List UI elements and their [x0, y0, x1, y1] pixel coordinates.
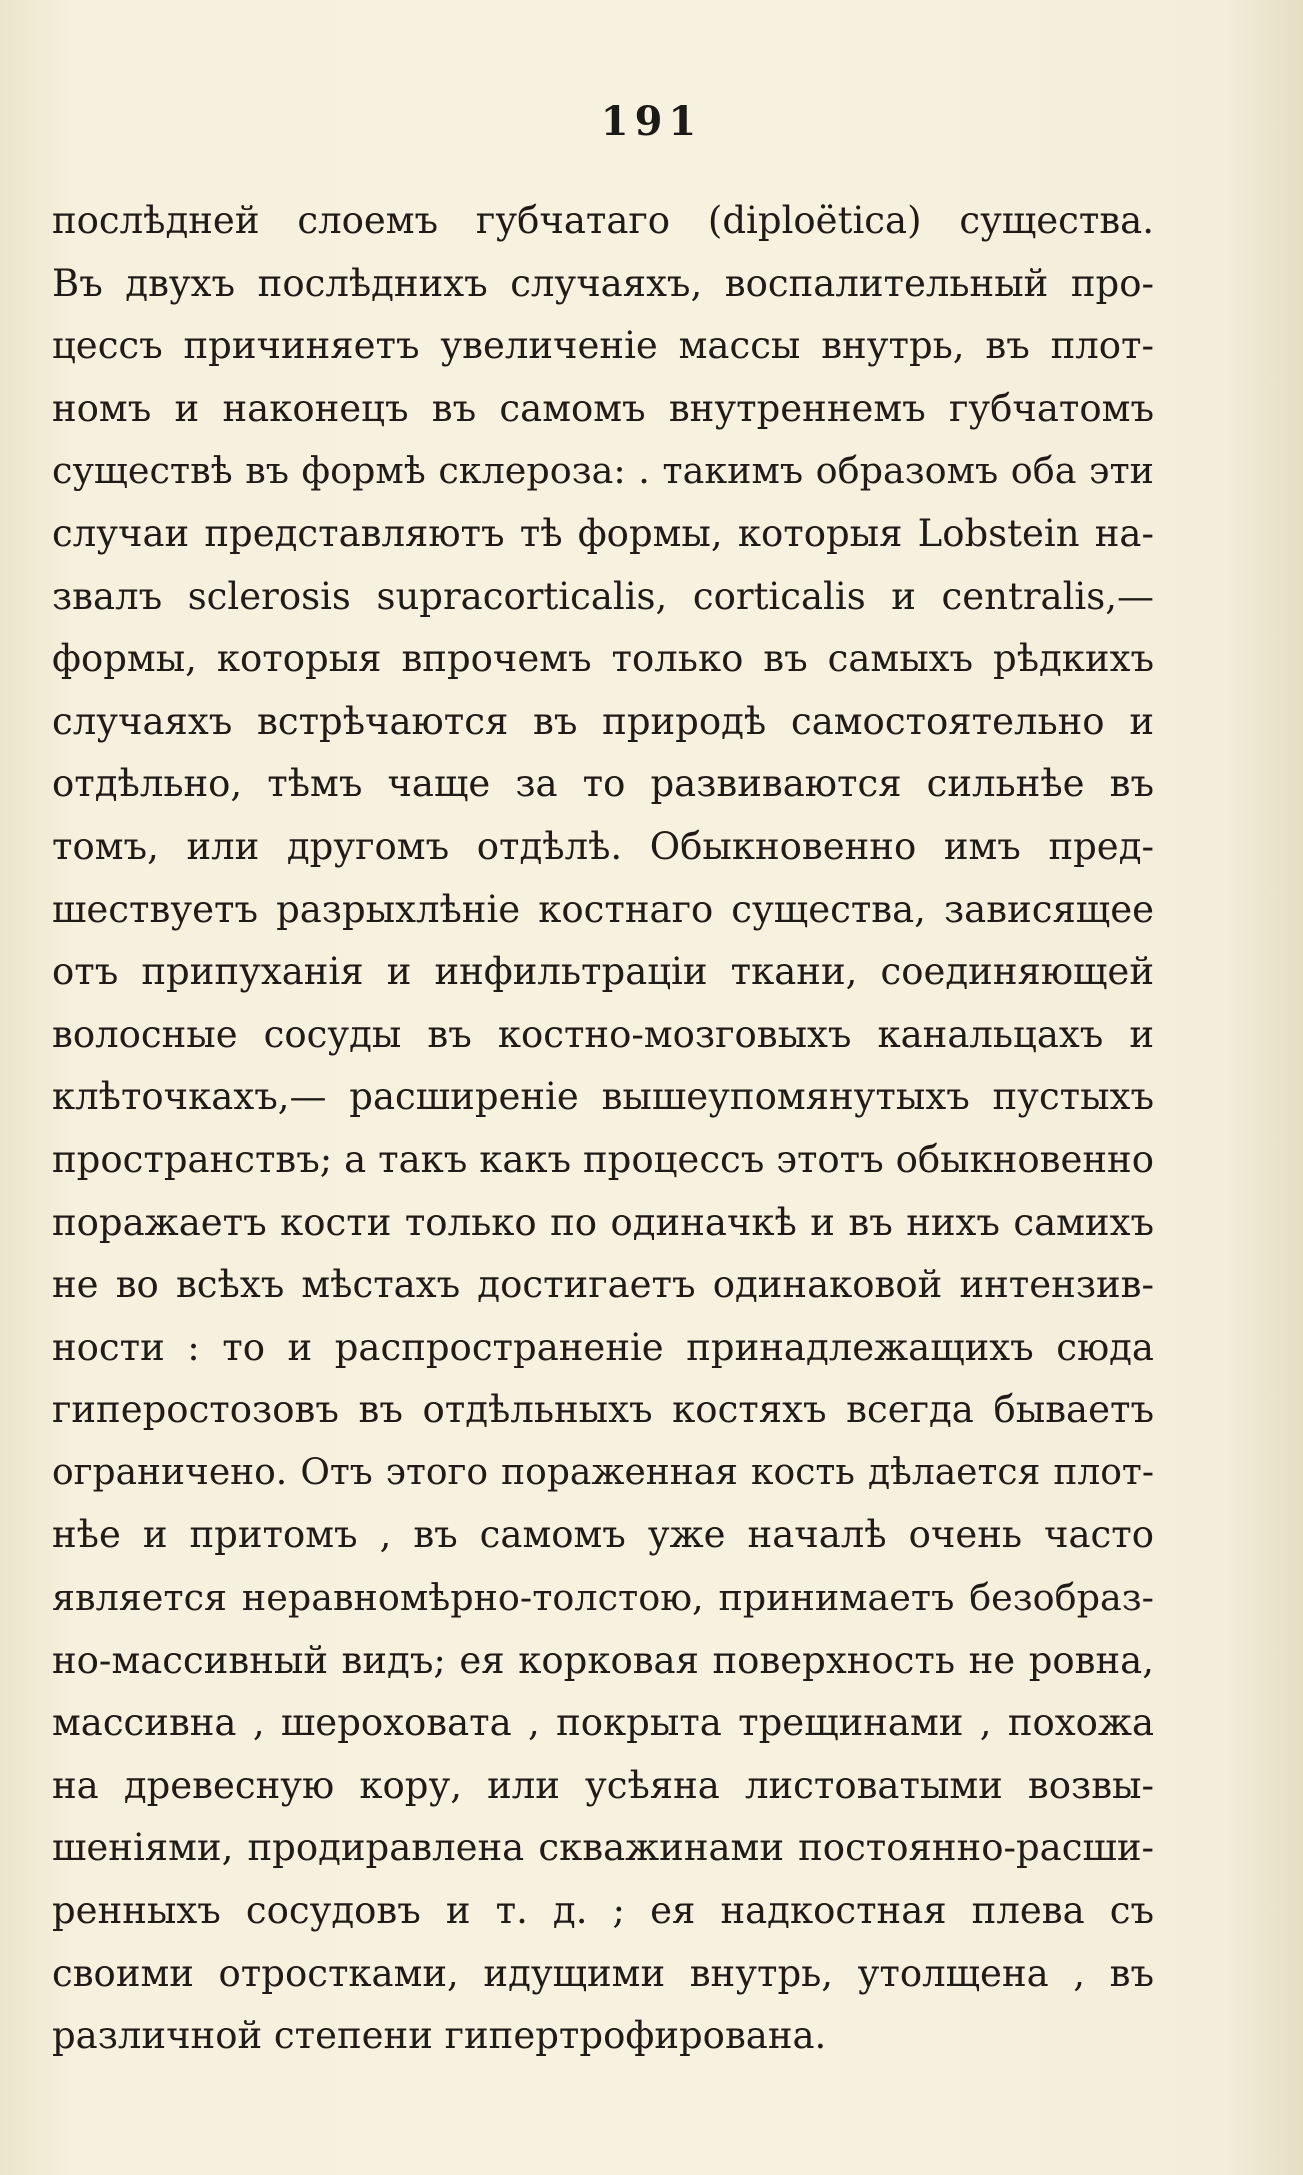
text-line: шенiями, продиравлена скважинами постоянно-расши- — [52, 1826, 1154, 1870]
text-line: цессъ причиняетъ увеличенiе массы внутрь, въ плот- — [52, 324, 1154, 368]
text-line: не во всѣхъ мѣстахъ достигаетъ одинаковой интензив- — [52, 1263, 1154, 1307]
text-line: массивна , шероховата , покрыта трещинами , похожа — [52, 1701, 1154, 1745]
text-line: ности : то и распространенiе принадлежащихъ сюда — [52, 1325, 1154, 1369]
text-line: клѣточкахъ,— расширенiе вышеупомянутыхъ пустыхъ — [52, 1075, 1154, 1119]
body-text — [52, 190, 1154, 2068]
text-line: отдѣльно, тѣмъ чаще за то развиваются сильнѣе въ — [52, 762, 1154, 806]
text-line: поражаетъ кости только по одиначкѣ и въ нихъ самихъ — [52, 1200, 1154, 1244]
text-line: является неравномѣрно-толстою, принимаетъ безобраз- — [52, 1576, 1154, 1620]
text-line: пространствъ; а такъ какъ процессъ этотъ обыкновенно — [52, 1137, 1154, 1181]
text-line: случаяхъ встрѣчаются въ природѣ самостоятельно и — [52, 699, 1154, 743]
text-line: Въ двухъ послѣднихъ случаяхъ, воспалительный про- — [52, 261, 1154, 305]
page-number: 191 — [600, 98, 703, 145]
text-line: случаи представляютъ тѣ формы, которыя Lobstein на- — [52, 511, 1154, 555]
text-line: формы, которыя впрочемъ только въ самыхъ рѣдкихъ — [52, 637, 1154, 681]
text-line: на древесную кору, или усѣяна листоватыми возвы- — [52, 1763, 1154, 1807]
text-line: нѣе и притомъ , въ самомъ уже началѣ очень часто — [52, 1513, 1154, 1557]
text-line: существѣ въ формѣ склероза: . такимъ образомъ оба эти — [52, 449, 1154, 493]
text-line: различной степени гипертрофирована. — [52, 2014, 827, 2058]
text-line: ренныхъ сосудовъ и т. д. ; ея надкостная плева съ — [52, 1889, 1154, 1933]
text-line: номъ и наконецъ въ самомъ внутреннемъ губчатомъ — [52, 386, 1154, 430]
text-line: ограничено. Отъ этого пораженная кость дѣлается плот- — [52, 1451, 1154, 1493]
text-line: своими отростками, идущими внутрь, утолщена , въ — [52, 1951, 1154, 1995]
text-line: шествуетъ разрыхлѣнiе костнаго существа, зависящее — [52, 887, 1154, 931]
text-line: послѣдней слоемъ губчатаго (diploëtica) существа. — [52, 199, 1154, 242]
text-line: волосные сосуды въ костно-мозговыхъ канальцахъ и — [52, 1012, 1154, 1056]
text-line: томъ, или другомъ отдѣлѣ. Обыкновенно имъ пред- — [52, 824, 1154, 868]
text-line: звалъ sclerosis supracorticalis, corticalis и centralis,— — [52, 574, 1154, 618]
text-line: но-массивный видъ; ея корковая поверхность не ровна, — [52, 1638, 1154, 1682]
text-line: гиперостозовъ въ отдѣльныхъ костяхъ всегда бываетъ — [52, 1388, 1154, 1432]
text-line: отъ припуханiя и инфильтрацiи ткани, соединяющей — [52, 950, 1154, 994]
